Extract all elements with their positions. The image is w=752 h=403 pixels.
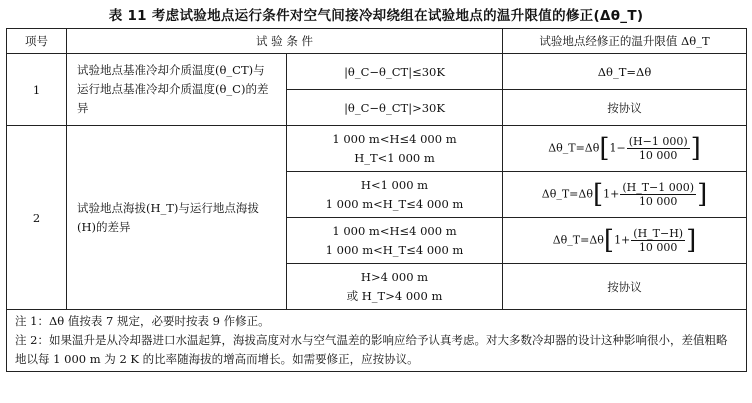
fraction-denominator: 10 000 [638, 241, 678, 254]
note-2: 注 2：如果温升是从冷却器进口水温起算，海拔高度对水与空气温差的影响应给予认真考虑。对大多数冷却器的设计这种影响很小，差值粗略地以每 1 000 m 为 2 K 的比率随海拔的增高而增长。如需要修正，应按协议。 [15, 333, 728, 366]
fraction [631, 227, 685, 254]
table-title: 表 11 考虑试验地点运行条件对空气间接冷却绕组在试验地点的温升限值的修正(Δθ_T) [108, 8, 644, 24]
formula-sign: 1+ [603, 187, 620, 201]
formula-prefix: Δθ_T=Δθ [552, 233, 604, 247]
formula-prefix: Δθ_T=Δθ [548, 141, 600, 155]
limit-cell: 按协议 [503, 90, 747, 126]
table-row [7, 54, 747, 90]
bracket-open: [ [599, 133, 610, 164]
bracket-close: ] [686, 225, 697, 256]
fraction-numerator: (H−1 000) [628, 135, 688, 148]
correction-table [6, 28, 747, 372]
header-row [7, 29, 747, 54]
formula-cell [503, 218, 747, 264]
item-number: 1 [7, 54, 67, 126]
condition-line: 1 000 m<H≤4 000 m [332, 223, 457, 238]
condition-line: H>4 000 m [360, 269, 429, 284]
condition-cell: |θ_C−θ_CT|>30K [287, 90, 503, 126]
condition-line: 1 000 m<H_T≤4 000 m [325, 242, 464, 257]
condition-cell [287, 172, 503, 218]
condition-line: 1 000 m<H_T≤4 000 m [325, 196, 464, 211]
item-number: 2 [7, 126, 67, 310]
condition-line: H<1 000 m [360, 177, 429, 192]
header-test-conditions: 试 验 条 件 [67, 29, 503, 54]
formula-prefix: Δθ_T=Δθ [541, 187, 593, 201]
fraction-denominator: 10 000 [638, 149, 678, 162]
condition-line: H_T<1 000 m [354, 150, 435, 165]
notes-row [7, 310, 747, 372]
fraction [620, 181, 696, 208]
limit-cell: 按协议 [503, 264, 747, 310]
condition-cell: |θ_C−θ_CT|≤30K [287, 54, 503, 90]
bracket-close: ] [697, 179, 708, 210]
bracket-open: [ [592, 179, 604, 210]
condition-line: 1 000 m<H≤4 000 m [332, 131, 457, 146]
table-row [7, 126, 747, 172]
notes-cell [7, 310, 747, 372]
formula-cell [503, 172, 747, 218]
limit-cell: Δθ_T=Δθ [503, 54, 747, 90]
fraction-numerator: (H_T−1 000) [622, 181, 695, 194]
fraction [627, 135, 690, 162]
condition-description: 试验地点基准冷却介质温度(θ_CT)与运行地点基准冷却介质温度(θ_C)的差异 [67, 54, 287, 126]
condition-line: 或 H_T>4 000 m [346, 288, 443, 303]
note-1: 注 1：Δθ 值按表 7 规定，必要时按表 9 作修正。 [15, 314, 270, 328]
formula-sign: 1− [609, 141, 626, 155]
formula-sign: 1+ [614, 233, 631, 247]
header-corrected-limit: 试验地点经修正的温升限值 Δθ_T [503, 29, 747, 54]
condition-cell [287, 126, 503, 172]
fraction-denominator: 10 000 [638, 195, 678, 208]
fraction-numerator: (H_T−H) [633, 227, 684, 240]
condition-cell [287, 218, 503, 264]
bracket-open: [ [603, 225, 615, 256]
formula-cell [503, 126, 747, 172]
header-item-no: 项号 [7, 29, 67, 54]
condition-description: 试验地点海拔(H_T)与运行地点海拔(H)的差异 [67, 126, 287, 310]
bracket-close: ] [690, 133, 701, 164]
condition-cell [287, 264, 503, 310]
